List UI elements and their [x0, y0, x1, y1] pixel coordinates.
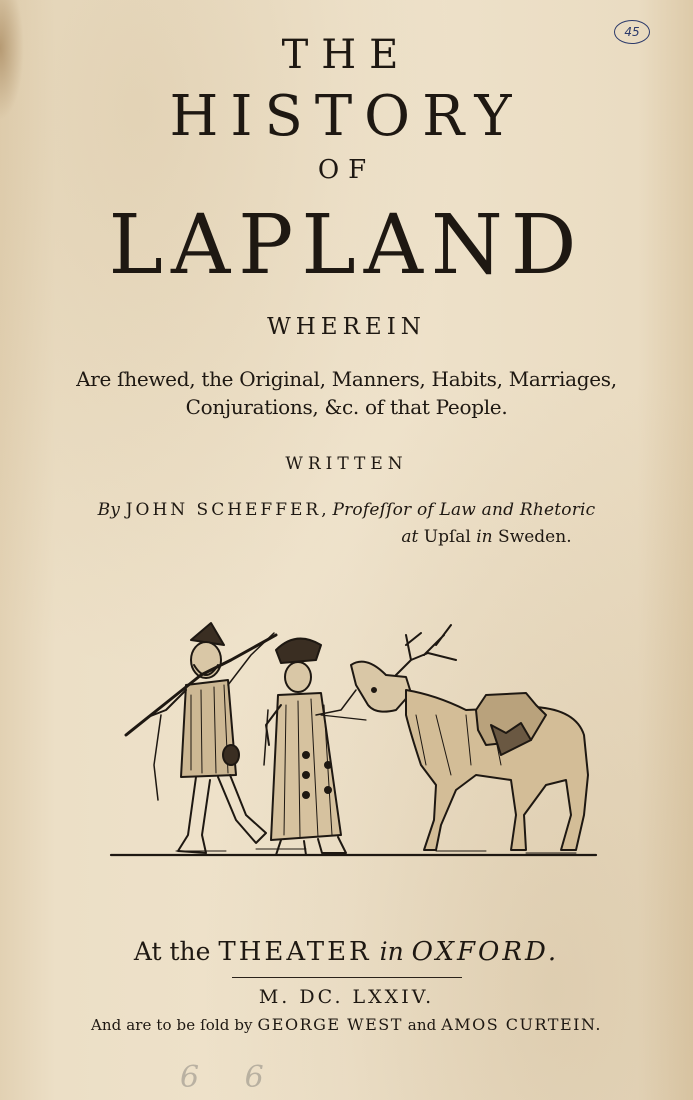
seller-george-west: GEORGE WEST: [257, 1015, 403, 1034]
figure-man-left: [126, 623, 276, 853]
imprint-theater: THEATER: [218, 937, 372, 967]
title-lapland: LAPLAND: [108, 198, 585, 293]
title-history: HISTORY: [169, 84, 524, 149]
imprint-divider: [232, 977, 462, 978]
imprint-city: OXFORD.: [411, 937, 560, 967]
author-line: [0, 500, 693, 520]
location-place: Upſal: [423, 527, 471, 547]
sellers-line: [0, 1015, 693, 1034]
imprint-line: [0, 937, 693, 967]
woodcut-illustration: [106, 615, 606, 875]
author-name: JOHN SCHEFFER: [125, 500, 322, 520]
location-at: at: [401, 527, 419, 547]
title-the: THE: [281, 32, 412, 78]
shelfmark-annotation: 45: [614, 20, 650, 44]
sellers-prefix: And are to be ſold by: [90, 1016, 253, 1034]
written-label: WRITTEN: [285, 454, 408, 474]
subtitle-line-2: Conjurations, &c. of that People.: [185, 395, 508, 419]
subtitle-wherein: WHEREIN: [267, 314, 426, 340]
sellers-and: and: [407, 1016, 437, 1034]
imprint-date: M. DC. LXXIV.: [258, 986, 435, 1008]
imprint-at-the: At the: [133, 937, 211, 966]
author-by: By: [97, 500, 121, 520]
author-comma: ,: [321, 500, 327, 520]
author-location-line: [140, 527, 693, 547]
author-role: Profeſſor of Law and Rhetoric: [332, 500, 596, 520]
location-in: in: [476, 527, 493, 547]
pencil-annotation: 6 6: [180, 1060, 282, 1095]
figure-woman-middle: [264, 639, 366, 855]
imprint-in: in: [379, 937, 404, 966]
seller-amos-curtein: AMOS CURTEIN.: [441, 1015, 603, 1034]
title-of: OF: [317, 155, 376, 185]
location-country: Sweden.: [498, 527, 572, 547]
subtitle-line-1: Are ſhewed, the Original, Manners, Habits, Marriages,: [76, 367, 617, 391]
reindeer: [316, 625, 588, 850]
